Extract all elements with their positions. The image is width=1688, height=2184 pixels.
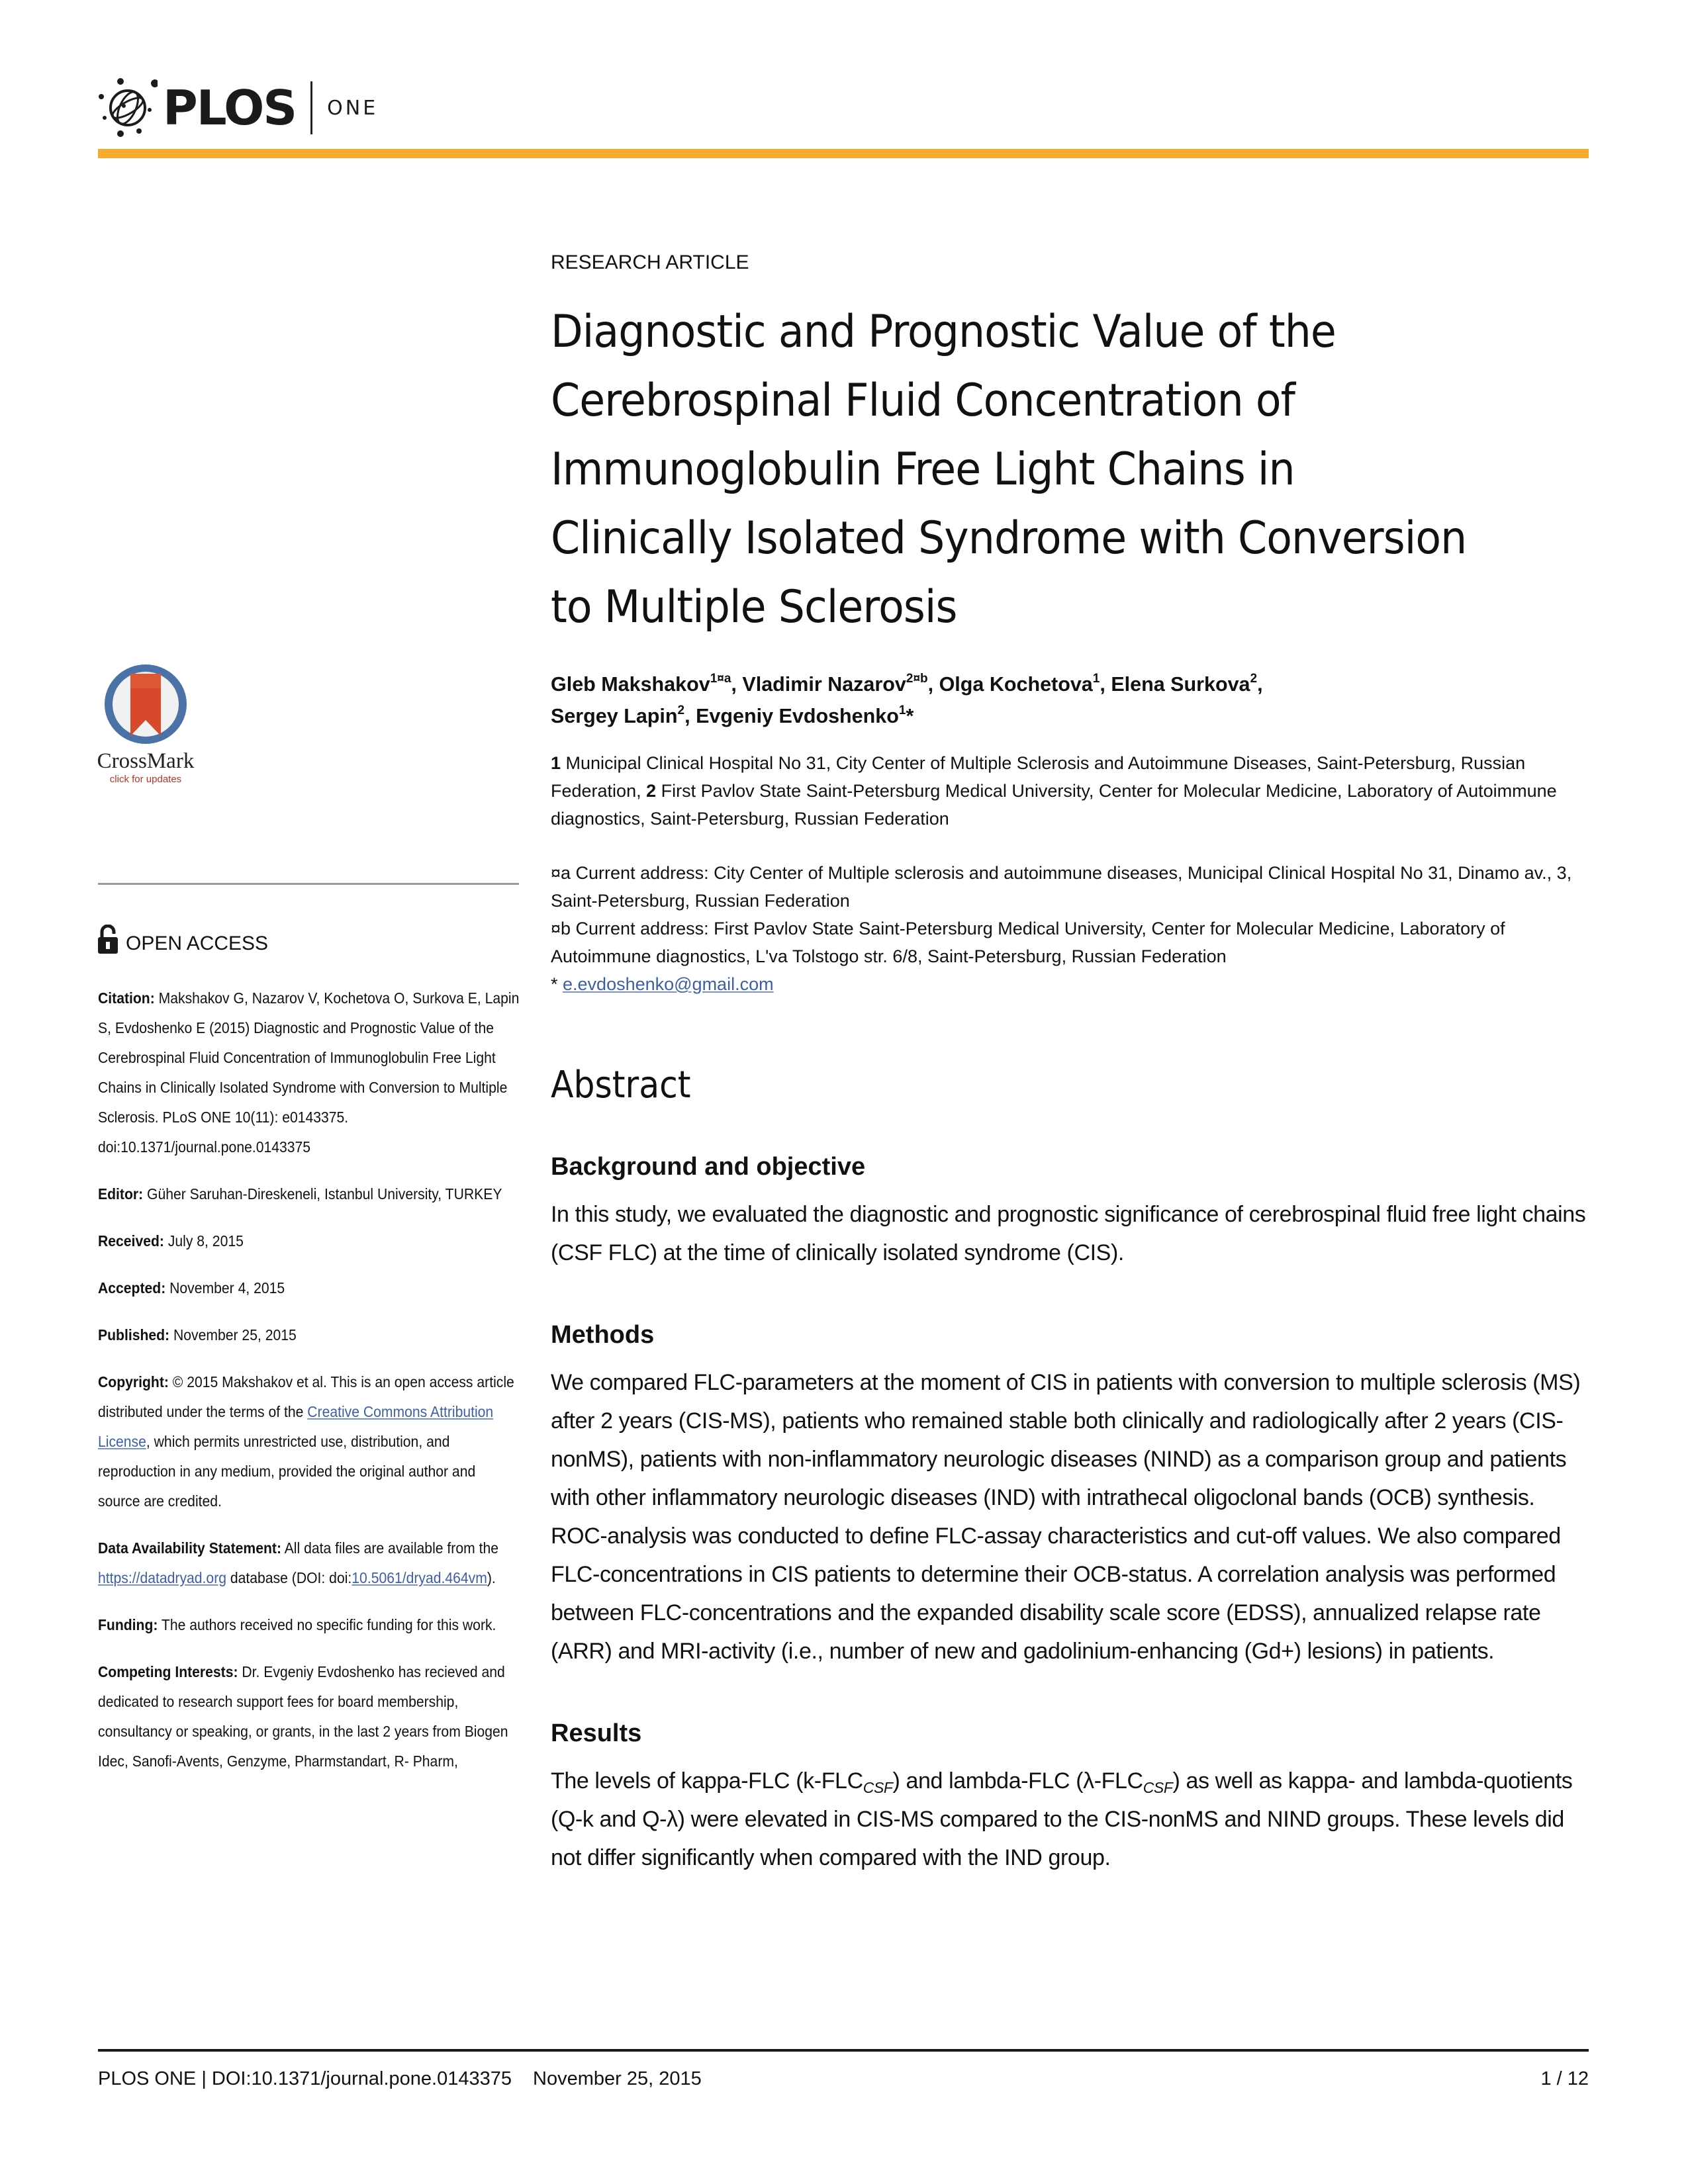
logo-divider — [310, 81, 312, 134]
cc-license-link[interactable]: Creative Commons Attribution License — [98, 1403, 494, 1450]
plos-globe-icon — [98, 78, 158, 138]
article-main — [551, 251, 1590, 1877]
author-notes — [551, 859, 1590, 998]
copyright: Copyright: © 2015 Makshakov et al. This is an open access article distributed under the terms of the Creative Commons Attribution License, which permits unrestricted use, distribution, and reproduction in any medium, provided the original author and source are credited. — [98, 1373, 514, 1510]
title-line: to Multiple Sclerosis — [551, 581, 957, 633]
accepted-date: Accepted: November 4, 2015 — [98, 1279, 285, 1297]
article-metadata — [98, 983, 521, 1794]
corresponding-email-link[interactable]: e.evdoshenko@gmail.com — [563, 974, 774, 994]
crossmark-badge[interactable] — [96, 662, 195, 785]
footer-date: November 25, 2015 — [533, 2068, 702, 2089]
open-access-badge — [98, 925, 268, 954]
title-line: Cerebrospinal Fluid Concentration of — [551, 375, 1295, 427]
funding: Funding: The authors received no specific funding for this work. — [98, 1616, 496, 1633]
open-access-label: OPEN ACCESS — [126, 933, 269, 954]
title-line: Diagnostic and Prognostic Value of the — [551, 306, 1336, 358]
title-line: Immunoglobulin Free Light Chains in — [551, 443, 1295, 496]
dryad-doi-link[interactable]: 10.5061/dryad.464vm — [352, 1569, 487, 1586]
abstract-heading: Abstract — [551, 1064, 691, 1107]
crossmark-title: CrossMark — [97, 749, 195, 773]
background-text: In this study, we evaluated the diagnostic and prognostic significance of cerebrospinal fluid free light chains (CSF FLC) at the time of clinically isolated syndrome (CIS). — [551, 1202, 1586, 1265]
plos-one-logo[interactable] — [98, 78, 378, 138]
brand-bar — [98, 149, 1589, 158]
author[interactable]: Olga Kochetova$^1$ — [939, 672, 1100, 696]
footer-divider — [98, 2049, 1589, 2052]
current-address-note: ¤a Current address: City Center of Multiple sclerosis and autoimmune diseases, Municipal Clinical Hospital No 31, Dinamo av., 3, Saint-Petersburg, Russian Federation — [551, 863, 1572, 911]
author-list: Gleb Makshakov$^{1¤a}$, Vladimir Nazarov$^{2¤b}$, Olga Kochetova$^1$, Elena Surkova$^2$, Sergey Lapin$^2$, Evgeniy Evdoshenko$^1$* — [551, 672, 1263, 727]
author[interactable]: Sergey Lapin$^2$ — [551, 704, 685, 727]
crossmark-subtitle: click for updates — [109, 774, 182, 785]
citation: Citation: Makshakov G, Nazarov V, Kochetova O, Surkova E, Lapin S, Evdoshenko E (2015) Diagnostic and Prognostic Value of the Cerebrospinal Fluid Concentration of Immunoglobulin Free Light Chains in Clinically Isolated Syndrome with Conversion to Multiple Sclerosis. PLoS ONE 10(11): e0143375. doi:10.1371/journal.pone.0143375 — [98, 989, 520, 1156]
datadryad-link[interactable]: https://datadryad.org — [98, 1569, 227, 1586]
author[interactable]: Evgeniy Evdoshenko$^1$ — [696, 704, 906, 727]
article-type: RESEARCH ARTICLE — [551, 251, 749, 273]
crossmark-icon — [99, 662, 192, 748]
author[interactable]: Vladimir Nazarov$^{2¤b}$ — [742, 672, 928, 696]
methods-heading: Methods — [551, 1321, 655, 1349]
editor: Editor: Güher Saruhan-Direskeneli, Istanbul University, TURKEY — [98, 1185, 502, 1203]
author[interactable]: Elena Surkova$^2$ — [1111, 672, 1258, 696]
received-date: Received: July 8, 2015 — [98, 1232, 244, 1250]
corresponding-author: * e.evdoshenko@gmail.com — [551, 974, 774, 994]
data-availability: Data Availability Statement: All data files are available from the https://datadryad.org database (DOI: doi:10.5061/dryad.464vm). — [98, 1539, 498, 1586]
footer-citation — [98, 2068, 702, 2090]
affiliations: 1 Municipal Clinical Hospital No 31, City Center of Multiple Sclerosis and Autoimmune Diseases, Saint-Petersburg, Russian Federation, 2 First Pavlov State Saint-Petersburg Medical University, Center for Molecular Medicine, Laboratory of Autoimmune diagnostics, Saint-Petersburg, Russian Federation — [551, 753, 1557, 829]
methods-text: We compared FLC-parameters at the moment of CIS in patients with conversion to multiple sclerosis (MS) after 2 years (CIS-MS), patients who remained stable both clinically and radiologically after 2 years (CIS-nonMS), patients with non-inflammatory neurologic diseases (NIND) as a comparison group and patients with other inflammatory neurologic diseases (IND) with intrathecal oligoclonal bands (OCB) synthesis. ROC-analysis was conducted to define FLC-assay characteristics and cut-off values. We also compared FLC-concentrations in CIS patients to determine their OCB-status. A correlation analysis was performed between FLC-concentrations and the expanded disability scale score (EDSS), annualized relapse rate (ARR) and MRI-activity (i.e., number of new and gadolinium-enhancing (Gd+) lesions) in patients. — [551, 1370, 1581, 1664]
page-number: 1 / 12 — [1540, 2068, 1589, 2089]
sidebar-divider — [98, 883, 519, 885]
open-lock-icon — [98, 925, 118, 954]
results-text: The levels of kappa-FLC $(k-FLC_{CSF})$ and lambda-FLC $(\lambda-FLC_{CSF})$ as well as kappa- and lambda-quotients (Q-k and Q-λ) were elevated in CIS-MS compared to the CIS-nonMS and NIND groups. These levels did not differ significantly when compared with the IND group. — [551, 1768, 1573, 1870]
title-line: Clinically Isolated Syndrome with Conversion — [551, 512, 1467, 565]
background-heading: Background and objective — [551, 1153, 866, 1181]
plos-wordmark: PLOS — [163, 80, 297, 136]
journal-name: ONE — [327, 96, 379, 120]
competing-interests: Competing Interests: Dr. Evgeniy Evdoshenko has recieved and dedicated to research support fees for board membership, consultancy or speaking, or grants, in the last 2 years from Biogen Idec, Sanofi-Avents, Genzyme, Pharmstandart, R- Pharm, — [98, 1663, 508, 1770]
current-address-note: ¤b Current address: First Pavlov State Saint-Petersburg Medical University, Center for Molecular Medicine, Laboratory of Autoimmune diagnostics, L'va Tolstogo str. 6/8, Saint-Petersburg, Russian Federation — [551, 919, 1505, 966]
author[interactable]: Gleb Makshakov$^{1¤a}$ — [551, 672, 731, 696]
published-date: Published: November 25, 2015 — [98, 1326, 297, 1343]
article-title — [551, 298, 1597, 642]
footer-journal-doi: PLOS ONE | DOI:10.1371/journal.pone.0143375 — [98, 2068, 512, 2089]
results-heading: Results — [551, 1719, 642, 1747]
